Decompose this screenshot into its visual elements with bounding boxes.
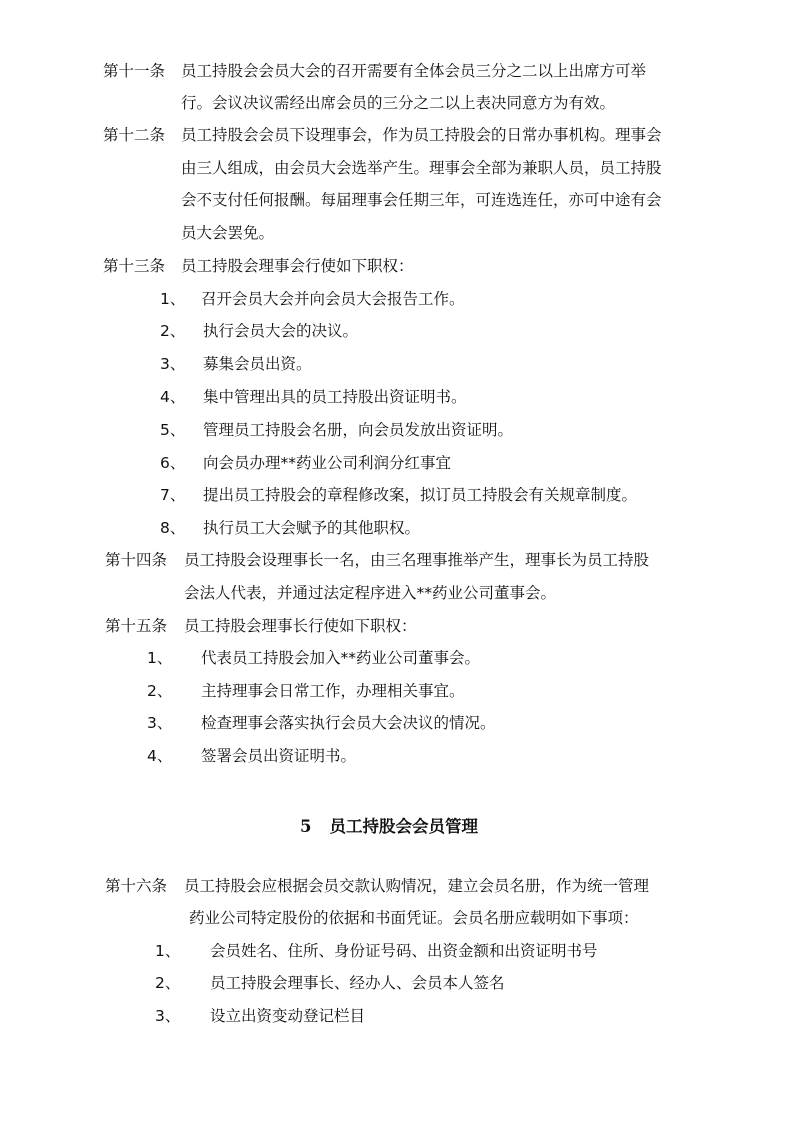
list-item-text: 提出员工持股会的章程修改案，拟订员工持股会有关规章制度。 [203, 486, 638, 504]
list-item-text: 检查理事会落实执行会员大会决议的情况。 [201, 714, 496, 732]
list-item-number: 2、 [160, 322, 186, 340]
list-item-text: 向会员办理**药业公司利润分红事宜 [203, 454, 452, 472]
article-text-line: 行。会议决议需经出席会员的三分之二以上表决同意方为有效。 [181, 94, 616, 112]
section-title: 员工持股会会员管理 [329, 817, 478, 836]
section-number: 5 [300, 817, 312, 836]
list-item-number: 3、 [147, 714, 173, 732]
article-text-line: 员工持股会设理事长一名，由三名理事推举产生，理事长为员工持股 [184, 551, 650, 569]
list-item-text: 执行员工大会赋予的其他职权。 [203, 519, 421, 537]
list-item-text: 集中管理出具的员工持股出资证明书。 [203, 388, 467, 406]
list-item-text: 签署会员出资证明书。 [201, 747, 357, 765]
article-label: 第十一条 [103, 62, 166, 80]
list-item-text: 召开会员大会并向会员大会报告工作。 [201, 290, 465, 308]
list-item-number: 3、 [160, 355, 186, 373]
list-item-text: 员工持股会理事长、经办人、会员本人签名 [210, 974, 505, 992]
section-heading [300, 816, 478, 838]
list-item-number: 2、 [155, 974, 181, 992]
list-item-text: 设立出资变动登记栏目 [210, 1007, 366, 1025]
article-label: 第十四条 [105, 551, 168, 569]
list-item-number: 8、 [160, 519, 186, 537]
article-intro: 员工持股会理事长行使如下职权： [184, 617, 417, 635]
list-item-text: 会员姓名、住所、身份证号码、出资金额和出资证明书号 [210, 942, 598, 960]
list-item-number: 2、 [147, 682, 173, 700]
list-item-number: 1、 [155, 942, 181, 960]
article-text-line: 员工持股会会员下设理事会，作为员工持股会的日常办事机构。理事会 [181, 126, 662, 144]
article-label: 第十二条 [103, 126, 166, 144]
article-text-line: 员工持股会会员大会的召开需要有全体会员三分之二以上出席方可举 [181, 62, 647, 80]
article-text-line: 员大会罢免。 [181, 224, 275, 242]
article-label: 第十六条 [105, 877, 168, 895]
list-item-number: 5、 [160, 421, 186, 439]
list-item-number: 4、 [160, 388, 186, 406]
list-item-number: 1、 [160, 290, 186, 308]
article-text-line: 由三人组成，由会员大会选举产生。理事会全部为兼职人员，员工持股 [181, 159, 662, 177]
article-label: 第十三条 [103, 257, 166, 275]
list-item-number: 7、 [160, 486, 186, 504]
article-intro: 员工持股会理事会行使如下职权： [181, 257, 414, 275]
list-item-text: 主持理事会日常工作，办理相关事宜。 [201, 682, 465, 700]
list-item-text: 募集会员出资。 [203, 355, 312, 373]
list-item-text: 执行会员大会的决议。 [203, 322, 359, 340]
article-text-line: 会法人代表，并通过法定程序进入**药业公司董事会。 [184, 584, 557, 602]
list-item-text: 管理员工持股会名册，向会员发放出资证明。 [203, 421, 514, 439]
list-item-number: 1、 [147, 649, 173, 667]
article-text-line: 员工持股会应根据会员交款认购情况，建立会员名册，作为统一管理 [184, 877, 650, 895]
list-item-number: 6、 [160, 454, 186, 472]
list-item-text: 代表员工持股会加入**药业公司董事会。 [201, 649, 481, 667]
article-label: 第十五条 [105, 617, 168, 635]
list-item-number: 4、 [147, 747, 173, 765]
article-text-line: 会不支付任何报酬。每届理事会任期三年，可连选连任，亦可中途有会 [181, 191, 662, 209]
list-item-number: 3、 [155, 1007, 181, 1025]
article-text-line: 药业公司特定股份的依据和书面凭证。会员名册应载明如下事项： [189, 909, 639, 927]
